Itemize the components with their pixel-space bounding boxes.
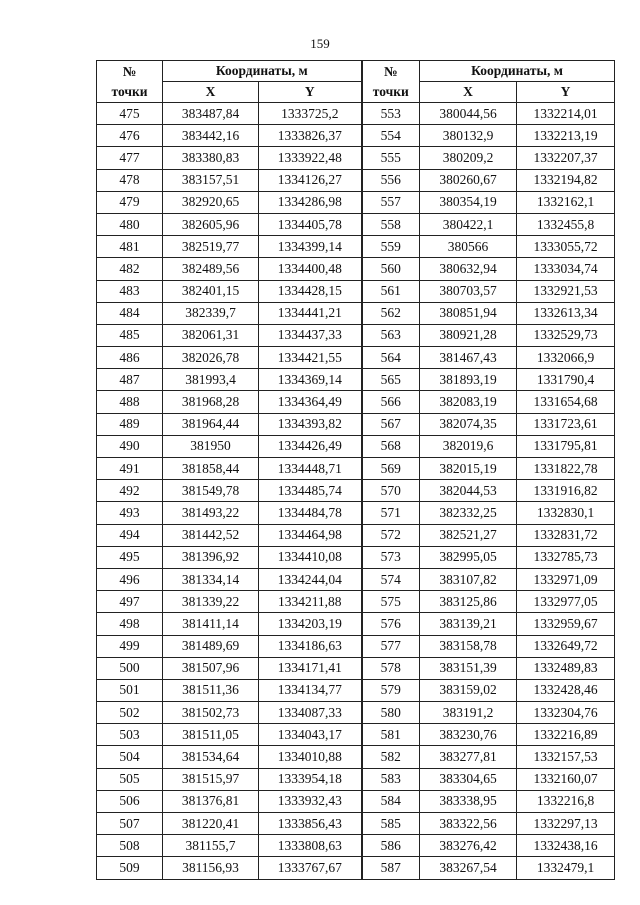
point-number-left: 504: [97, 746, 163, 768]
point-number-right: 560: [362, 258, 420, 280]
point-number-right: 558: [362, 213, 420, 235]
x-coordinate-left: 382339,7: [163, 302, 259, 324]
x-coordinate-right: 383304,65: [420, 768, 517, 790]
table-row: [97, 213, 615, 235]
point-number-right: 583: [362, 768, 420, 790]
x-coordinate-right: 383230,76: [420, 724, 517, 746]
point-number-right: 582: [362, 746, 420, 768]
point-number-left: 493: [97, 502, 163, 524]
y-coordinate-right: 1332831,72: [517, 524, 615, 546]
y-coordinate-left: 1334448,71: [259, 458, 362, 480]
y-coordinate-left: 1334393,82: [259, 413, 362, 435]
y-coordinate-left: 1334171,41: [259, 657, 362, 679]
x-coordinate-left: 383487,84: [163, 103, 259, 125]
table-row: [97, 391, 615, 413]
table-row: [97, 746, 615, 768]
table-row: [97, 679, 615, 701]
point-label: точки: [372, 83, 409, 99]
number-sign: №: [122, 63, 137, 79]
point-number-right: 587: [362, 857, 420, 879]
x-coordinate-right: 382019,6: [420, 435, 517, 457]
y-header-right: Y: [517, 82, 615, 103]
table-row: [97, 125, 615, 147]
point-number-left: 478: [97, 169, 163, 191]
table-row: [97, 835, 615, 857]
table-row: [97, 258, 615, 280]
point-number-left: 495: [97, 546, 163, 568]
table-row: [97, 768, 615, 790]
point-number-left: 503: [97, 724, 163, 746]
x-coordinate-left: 382605,96: [163, 213, 259, 235]
y-coordinate-left: 1333922,48: [259, 147, 362, 169]
x-coordinate-left: 382401,15: [163, 280, 259, 302]
y-coordinate-left: 1333954,18: [259, 768, 362, 790]
point-number-header-left: [97, 61, 163, 103]
x-coordinate-left: 381489,69: [163, 635, 259, 657]
x-coordinate-right: 380132,9: [420, 125, 517, 147]
point-number-right: 572: [362, 524, 420, 546]
x-coordinate-left: 381156,93: [163, 857, 259, 879]
y-coordinate-left: 1333725,2: [259, 103, 362, 125]
point-number-left: 505: [97, 768, 163, 790]
point-number-left: 508: [97, 835, 163, 857]
point-number-left: 488: [97, 391, 163, 413]
table-row: [97, 613, 615, 635]
x-coordinate-right: 380851,94: [420, 302, 517, 324]
y-coordinate-left: 1333826,37: [259, 125, 362, 147]
x-coordinate-left: 383380,83: [163, 147, 259, 169]
table-row: [97, 480, 615, 502]
table-row: [97, 591, 615, 613]
x-coordinate-left: 381507,96: [163, 657, 259, 679]
x-coordinate-right: 382995,05: [420, 546, 517, 568]
x-coordinate-left: 382061,31: [163, 324, 259, 346]
x-coordinate-left: 381502,73: [163, 702, 259, 724]
point-number-right: 557: [362, 191, 420, 213]
x-coordinate-left: 381376,81: [163, 790, 259, 812]
point-number-right: 574: [362, 568, 420, 590]
point-number-left: 509: [97, 857, 163, 879]
x-coordinate-left: 381339,22: [163, 591, 259, 613]
table-body: [97, 103, 615, 880]
x-coordinate-right: 381893,19: [420, 369, 517, 391]
table-row: [97, 857, 615, 879]
x-coordinate-right: 383277,81: [420, 746, 517, 768]
coordinates-table: [96, 60, 615, 880]
table-row: [97, 724, 615, 746]
x-coordinate-right: 383267,54: [420, 857, 517, 879]
point-number-right: 555: [362, 147, 420, 169]
x-coordinate-left: 383442,16: [163, 125, 259, 147]
y-coordinate-left: 1334286,98: [259, 191, 362, 213]
x-coordinate-left: 381993,4: [163, 369, 259, 391]
point-number-header-right: [362, 61, 420, 103]
y-coordinate-left: 1334484,78: [259, 502, 362, 524]
table-row: [97, 546, 615, 568]
table-row: [97, 169, 615, 191]
x-coordinate-right: 383159,02: [420, 679, 517, 701]
y-coordinate-right: 1332785,73: [517, 546, 615, 568]
table-row: [97, 458, 615, 480]
x-coordinate-left: 382519,77: [163, 236, 259, 258]
y-coordinate-left: 1334410,08: [259, 546, 362, 568]
x-coordinate-right: 383139,21: [420, 613, 517, 635]
point-number-right: 569: [362, 458, 420, 480]
y-coordinate-left: 1334126,27: [259, 169, 362, 191]
x-coordinate-right: 380422,1: [420, 213, 517, 235]
y-coordinate-right: 1332160,07: [517, 768, 615, 790]
coordinates-header-right: Координаты, м: [420, 61, 615, 82]
y-coordinate-right: 1331723,61: [517, 413, 615, 435]
y-header-left: Y: [259, 82, 362, 103]
point-number-left: 477: [97, 147, 163, 169]
point-number-right: 566: [362, 391, 420, 413]
x-coordinate-left: 381155,7: [163, 835, 259, 857]
point-number-left: 497: [97, 591, 163, 613]
x-coordinate-right: 383191,2: [420, 702, 517, 724]
x-coordinate-left: 381515,97: [163, 768, 259, 790]
x-coordinate-left: 381950: [163, 435, 259, 457]
x-coordinate-left: 382489,56: [163, 258, 259, 280]
y-coordinate-left: 1334010,88: [259, 746, 362, 768]
x-coordinate-right: 380632,94: [420, 258, 517, 280]
table-row: [97, 324, 615, 346]
table-row: [97, 502, 615, 524]
point-number-right: 577: [362, 635, 420, 657]
x-coordinate-left: 381396,92: [163, 546, 259, 568]
y-coordinate-right: 1332649,72: [517, 635, 615, 657]
x-coordinate-left: 382026,78: [163, 347, 259, 369]
point-number-left: 489: [97, 413, 163, 435]
table-row: [97, 635, 615, 657]
point-number-left: 476: [97, 125, 163, 147]
y-coordinate-right: 1332921,53: [517, 280, 615, 302]
point-number-left: 487: [97, 369, 163, 391]
y-coordinate-left: 1333808,63: [259, 835, 362, 857]
y-coordinate-left: 1334426,49: [259, 435, 362, 457]
x-coordinate-left: 383157,51: [163, 169, 259, 191]
y-coordinate-right: 1333055,72: [517, 236, 615, 258]
x-coordinate-right: 382015,19: [420, 458, 517, 480]
y-coordinate-right: 1332162,1: [517, 191, 615, 213]
table-row: [97, 702, 615, 724]
point-number-right: 576: [362, 613, 420, 635]
coordinates-header-left: Координаты, м: [163, 61, 362, 82]
y-coordinate-left: 1333856,43: [259, 813, 362, 835]
x-coordinate-right: 383158,78: [420, 635, 517, 657]
point-number-left: 481: [97, 236, 163, 258]
table-row: [97, 147, 615, 169]
point-number-left: 502: [97, 702, 163, 724]
x-coordinate-right: 380354,19: [420, 191, 517, 213]
y-coordinate-left: 1334421,55: [259, 347, 362, 369]
x-coordinate-left: 381334,14: [163, 568, 259, 590]
y-coordinate-right: 1332613,34: [517, 302, 615, 324]
y-coordinate-left: 1334134,77: [259, 679, 362, 701]
x-coordinate-right: 382044,53: [420, 480, 517, 502]
y-coordinate-left: 1333767,67: [259, 857, 362, 879]
y-coordinate-right: 1332438,16: [517, 835, 615, 857]
x-coordinate-right: 383276,42: [420, 835, 517, 857]
point-number-right: 563: [362, 324, 420, 346]
x-coordinate-left: 381858,44: [163, 458, 259, 480]
y-coordinate-right: 1332207,37: [517, 147, 615, 169]
y-coordinate-left: 1334211,88: [259, 591, 362, 613]
table-row: [97, 369, 615, 391]
point-number-left: 475: [97, 103, 163, 125]
y-coordinate-left: 1334428,15: [259, 280, 362, 302]
y-coordinate-right: 1332216,8: [517, 790, 615, 812]
point-number-left: 492: [97, 480, 163, 502]
x-coordinate-right: 383125,86: [420, 591, 517, 613]
point-number-left: 496: [97, 568, 163, 590]
point-number-left: 494: [97, 524, 163, 546]
y-coordinate-left: 1334087,33: [259, 702, 362, 724]
x-coordinate-left: 381964,44: [163, 413, 259, 435]
y-coordinate-left: 1334400,48: [259, 258, 362, 280]
x-coordinate-right: 380921,28: [420, 324, 517, 346]
point-number-right: 579: [362, 679, 420, 701]
x-coordinate-right: 380566: [420, 236, 517, 258]
point-number-left: 491: [97, 458, 163, 480]
y-coordinate-left: 1334364,49: [259, 391, 362, 413]
point-number-right: 570: [362, 480, 420, 502]
y-coordinate-right: 1332529,73: [517, 324, 615, 346]
y-coordinate-right: 1332977,05: [517, 591, 615, 613]
y-coordinate-left: 1333932,43: [259, 790, 362, 812]
y-coordinate-left: 1334441,21: [259, 302, 362, 324]
point-number-left: 498: [97, 613, 163, 635]
point-number-right: 554: [362, 125, 420, 147]
x-coordinate-right: 380044,56: [420, 103, 517, 125]
x-header-right: X: [420, 82, 517, 103]
x-coordinate-left: 382920,65: [163, 191, 259, 213]
y-coordinate-right: 1332214,01: [517, 103, 615, 125]
x-coordinate-left: 381534,64: [163, 746, 259, 768]
point-number-right: 573: [362, 546, 420, 568]
y-coordinate-left: 1334399,14: [259, 236, 362, 258]
y-coordinate-right: 1332194,82: [517, 169, 615, 191]
x-coordinate-right: 383151,39: [420, 657, 517, 679]
table-row: [97, 568, 615, 590]
point-number-right: 575: [362, 591, 420, 613]
table-row: [97, 280, 615, 302]
table-row: [97, 790, 615, 812]
x-coordinate-left: 381442,52: [163, 524, 259, 546]
table-row: [97, 657, 615, 679]
y-coordinate-left: 1334485,74: [259, 480, 362, 502]
point-number-right: 586: [362, 835, 420, 857]
x-coordinate-right: 382083,19: [420, 391, 517, 413]
y-coordinate-right: 1332428,46: [517, 679, 615, 701]
x-coordinate-right: 383338,95: [420, 790, 517, 812]
y-coordinate-left: 1334244,04: [259, 568, 362, 590]
point-number-left: 486: [97, 347, 163, 369]
table-row: [97, 435, 615, 457]
y-coordinate-left: 1334437,33: [259, 324, 362, 346]
y-coordinate-right: 1332066,9: [517, 347, 615, 369]
x-coordinate-left: 381511,36: [163, 679, 259, 701]
point-number-right: 564: [362, 347, 420, 369]
point-number-right: 584: [362, 790, 420, 812]
point-label: точки: [111, 83, 148, 99]
y-coordinate-right: 1331790,4: [517, 369, 615, 391]
point-number-left: 484: [97, 302, 163, 324]
y-coordinate-left: 1334464,98: [259, 524, 362, 546]
point-number-left: 479: [97, 191, 163, 213]
page-number: 159: [310, 36, 330, 51]
point-number-right: 562: [362, 302, 420, 324]
x-coordinate-right: 380260,67: [420, 169, 517, 191]
x-coordinate-left: 381549,78: [163, 480, 259, 502]
x-coordinate-right: 382521,27: [420, 524, 517, 546]
y-coordinate-right: 1331795,81: [517, 435, 615, 457]
table-row: [97, 347, 615, 369]
point-number-left: 501: [97, 679, 163, 701]
table-row: [97, 103, 615, 125]
point-number-right: 565: [362, 369, 420, 391]
point-number-right: 578: [362, 657, 420, 679]
x-coordinate-left: 381220,41: [163, 813, 259, 835]
table-row: [97, 413, 615, 435]
table-row: [97, 236, 615, 258]
point-number-right: 559: [362, 236, 420, 258]
x-coordinate-right: 382332,25: [420, 502, 517, 524]
y-coordinate-right: 1333034,74: [517, 258, 615, 280]
number-sign: №: [383, 63, 398, 79]
y-coordinate-left: 1334186,63: [259, 635, 362, 657]
y-coordinate-left: 1334203,19: [259, 613, 362, 635]
x-coordinate-left: 381968,28: [163, 391, 259, 413]
y-coordinate-left: 1334405,78: [259, 213, 362, 235]
x-coordinate-right: 382074,35: [420, 413, 517, 435]
x-coordinate-right: 380209,2: [420, 147, 517, 169]
point-number-left: 499: [97, 635, 163, 657]
point-number-left: 485: [97, 324, 163, 346]
table-row: [97, 191, 615, 213]
point-number-right: 553: [362, 103, 420, 125]
y-coordinate-right: 1332455,8: [517, 213, 615, 235]
y-coordinate-right: 1331822,78: [517, 458, 615, 480]
table-row: [97, 524, 615, 546]
x-coordinate-left: 381411,14: [163, 613, 259, 635]
x-coordinate-right: 380703,57: [420, 280, 517, 302]
point-number-left: 506: [97, 790, 163, 812]
table-row: [97, 302, 615, 324]
y-coordinate-right: 1332213,19: [517, 125, 615, 147]
point-number-right: 568: [362, 435, 420, 457]
point-number-right: 567: [362, 413, 420, 435]
point-number-right: 581: [362, 724, 420, 746]
point-number-right: 556: [362, 169, 420, 191]
y-coordinate-right: 1332216,89: [517, 724, 615, 746]
y-coordinate-right: 1332959,67: [517, 613, 615, 635]
point-number-left: 500: [97, 657, 163, 679]
point-number-right: 585: [362, 813, 420, 835]
point-number-right: 571: [362, 502, 420, 524]
x-coordinate-right: 381467,43: [420, 347, 517, 369]
point-number-left: 490: [97, 435, 163, 457]
x-coordinate-left: 381511,05: [163, 724, 259, 746]
x-coordinate-right: 383107,82: [420, 568, 517, 590]
y-coordinate-right: 1332304,76: [517, 702, 615, 724]
x-coordinate-left: 381493,22: [163, 502, 259, 524]
y-coordinate-left: 1334043,17: [259, 724, 362, 746]
point-number-left: 483: [97, 280, 163, 302]
y-coordinate-right: 1332971,09: [517, 568, 615, 590]
point-number-left: 507: [97, 813, 163, 835]
y-coordinate-right: 1331916,82: [517, 480, 615, 502]
y-coordinate-left: 1334369,14: [259, 369, 362, 391]
point-number-right: 561: [362, 280, 420, 302]
y-coordinate-right: 1332157,53: [517, 746, 615, 768]
y-coordinate-right: 1332489,83: [517, 657, 615, 679]
y-coordinate-right: 1331654,68: [517, 391, 615, 413]
point-number-left: 482: [97, 258, 163, 280]
y-coordinate-right: 1332479,1: [517, 857, 615, 879]
point-number-right: 580: [362, 702, 420, 724]
y-coordinate-right: 1332297,13: [517, 813, 615, 835]
point-number-left: 480: [97, 213, 163, 235]
y-coordinate-right: 1332830,1: [517, 502, 615, 524]
x-coordinate-right: 383322,56: [420, 813, 517, 835]
x-header-left: X: [163, 82, 259, 103]
table-row: [97, 813, 615, 835]
